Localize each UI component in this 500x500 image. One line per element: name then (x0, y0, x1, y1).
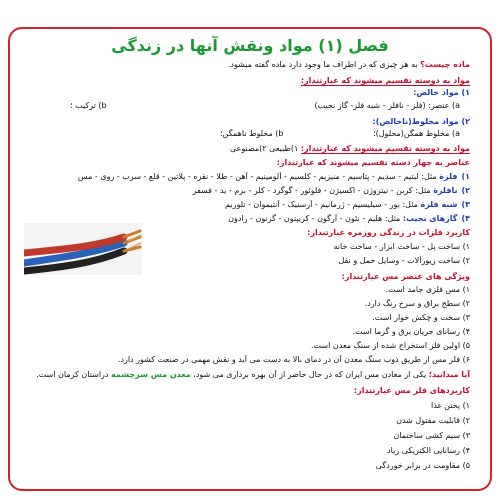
element-num: ۳) (461, 200, 470, 209)
sec2-text: ۱)طبیعی ۲)مصنوعی (229, 144, 299, 153)
element-num: ۴) (461, 214, 470, 223)
intro-question: ماده چیست؟ (420, 60, 470, 69)
pure-items (30, 101, 460, 111)
copper-use-5 (30, 461, 470, 471)
mix-items (30, 129, 460, 139)
sec2-question: مواد به دوسته تقسیم میشوند که عبارتنداز: (300, 144, 470, 153)
sec3-heading (30, 158, 470, 168)
pure-materials-label: ۱) مواد خالص: (413, 88, 470, 97)
copper-use: ۵) مقاومت در برابر خوردگی (375, 461, 470, 470)
copper-use-4 (30, 446, 470, 456)
element-label: فلزة (439, 172, 458, 181)
sec1-heading (30, 76, 470, 86)
copper-prop-5 (30, 341, 470, 351)
copper-property: ۵) اولین فلز استخراج شده از سنگ معدن است. (311, 341, 470, 350)
copper-property: ۶) فلز مس از طریق ذوب سنگ معدن آن در دمای بالا به دست می آید و نقش مهمی در صنعت کشور دارد. (117, 355, 470, 364)
copper-prop-1 (30, 285, 470, 295)
did-you-know-text: یکی از معادن مس ایران که در حال حاضر از آن بهره برداری می شود، (190, 370, 429, 379)
sec4-heading (150, 228, 470, 238)
copper-use-2 (30, 416, 470, 426)
sec6-heading (30, 386, 470, 396)
copper-use: ۲) قابلیت مفتول شدن (396, 416, 470, 425)
element-text: مثل: بور - سیلیسیم - ژرمانیم - آرسنیک - آنتیموان - تلوریم (225, 200, 421, 209)
copper-property: ۳) سخت و چکش خوار است. (372, 313, 470, 322)
element-label: شبه فلزة (420, 200, 458, 209)
copper-property: ۴) رسانای جریان برق و گرما است. (352, 327, 470, 336)
use-row-1 (150, 242, 470, 252)
element-row-1 (30, 172, 470, 182)
mix-item-a: a) مخلوط همگن(محلول)؛ (373, 129, 460, 138)
element-num: ۲) (461, 186, 470, 195)
mix-item-b: b) مخلوط ناهمگن؛ (220, 129, 284, 138)
sec1-question: مواد به دوسته تقسیم میشوند که عبارتنداز: (300, 76, 470, 85)
sec4-question: کاربرد فلزات در زندگی روزمره عبارتنداز: (307, 228, 470, 237)
use-row-2 (150, 256, 470, 266)
element-text: مثل: لیتیم - سدیم - پتاسیم - منیزیم - کلسیم - آلومینیم - آهن - طلا - نقره - پلاتین - قلع - سرب - روی - مس (77, 172, 440, 181)
copper-prop-2 (30, 299, 470, 309)
copper-property: ۲) سطح براق و سرخ رنگ دارد. (364, 299, 470, 308)
sec2-line (30, 144, 470, 154)
sec5-question: ویژگی های عنصر مس عبارتنداز: (341, 272, 470, 281)
copper-cable-photo-icon (24, 223, 142, 275)
copper-prop-4 (30, 327, 470, 337)
copper-use-1 (30, 401, 470, 411)
sec6-question: کاربردهای فلز مس عبارتنداز: (353, 386, 470, 395)
mixed-materials-label: ۲) مواد مخلوط(ناخالص): (372, 117, 470, 126)
pure-item-b: b) ترکیب ؛ (70, 101, 107, 110)
metal-use-item: ۱) ساخت پل - ساخت ابزار - ساخت خانه (333, 242, 470, 251)
did-you-know-tail: دراستان کرمان است. (36, 370, 112, 379)
element-text: مثل: کربن - نیتروژن - اکسیژن - فلوئور - گوگرد - کلر - برم - ید - فسفر (192, 186, 434, 195)
copper-prop-6 (30, 355, 470, 365)
pure-label (30, 88, 470, 98)
element-label: نافلزة (433, 186, 458, 195)
copper-use: ۳) سیم کشی ساختمان (393, 431, 470, 440)
element-num: ۱) (461, 172, 470, 181)
element-text: مثل: هلیم - نئون - آرگون - کریپتون - گزنون - رادون (228, 214, 403, 223)
intro-line (30, 60, 470, 70)
mine-name: معدن مس سرچشمه (111, 370, 191, 379)
intro-text: به هر چیزی که در اطراف ما وجود دارد ماده گفته میشود. (227, 60, 421, 69)
page-title: فصل (۱) مواد ونقش آنها در زندگی (111, 36, 389, 55)
sec5-heading (150, 272, 470, 282)
did-you-know-label: آیا میدانید؛ (428, 370, 470, 379)
copper-property: ۱) مس فلزی جامد است. (385, 285, 470, 294)
element-row-2 (30, 186, 470, 196)
mix-label (30, 117, 470, 127)
sec3-question: عناصر به چهار دسته تقسیم میشوند که عبارتنداز: (276, 158, 470, 167)
pure-item-a: a) عنصر: (فلز - نافلز - شبه فلز- گاز نجیب) (314, 101, 460, 110)
metal-use-item: ۲) ساخت زیورآلات - وسایل حمل و نقل (338, 256, 470, 265)
copper-use-3 (30, 431, 470, 441)
did-you-know (30, 370, 470, 380)
copper-use: ۱) پختن غذا (430, 401, 470, 410)
copper-prop-3 (30, 313, 470, 323)
element-row-3 (30, 200, 470, 210)
copper-use: ۴) رسانایی الکتریکی زیاد (387, 446, 470, 455)
element-label: گازهای نجیب: (402, 214, 458, 223)
